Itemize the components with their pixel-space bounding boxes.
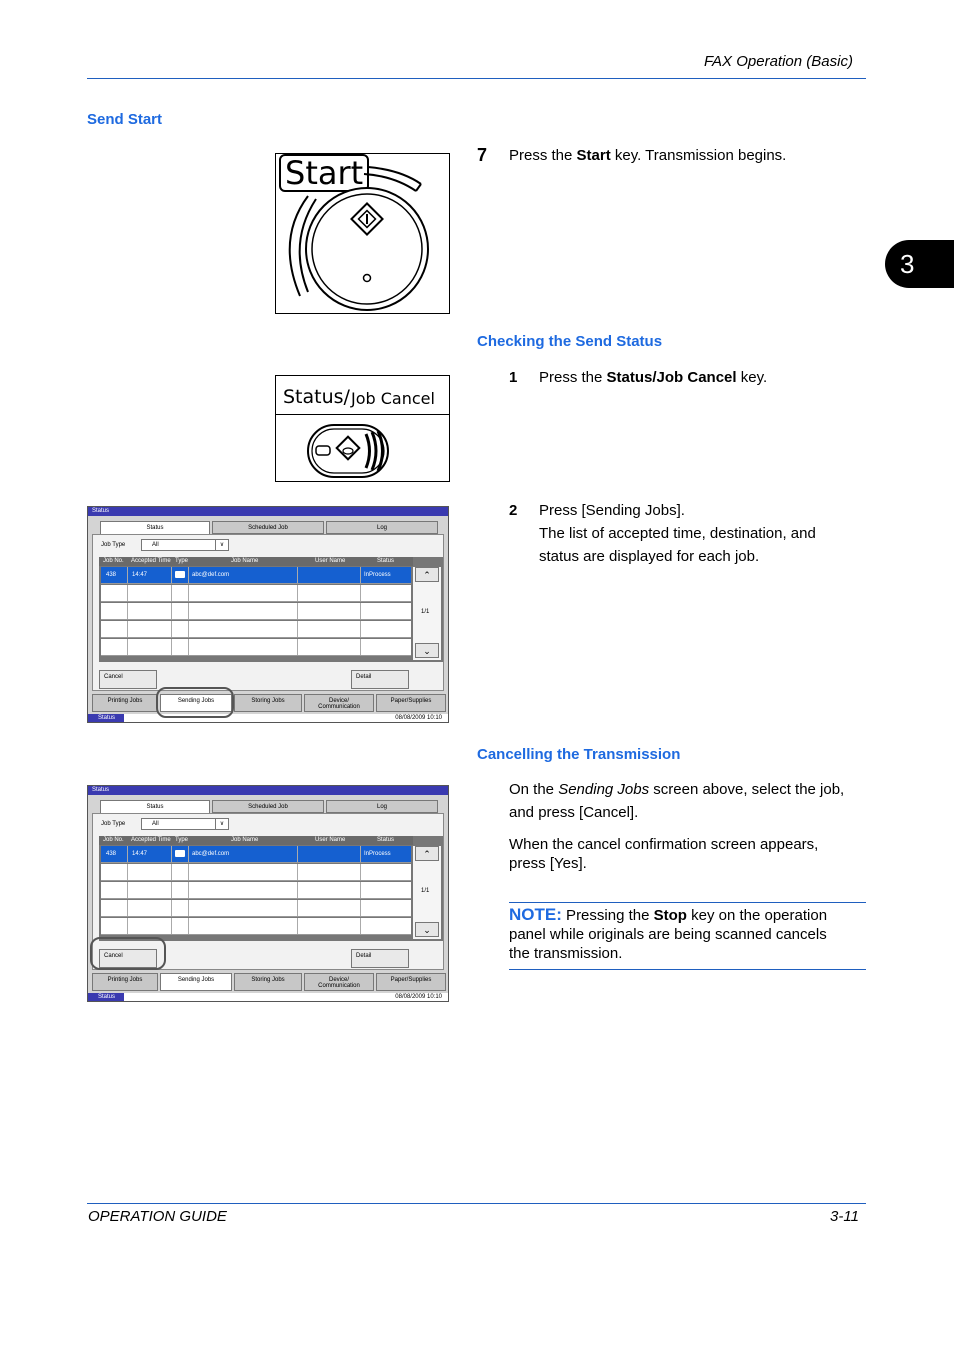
cancel-paragraph-1-line-1 xyxy=(509,778,866,801)
scroll-down-button[interactable] xyxy=(415,922,439,937)
step-1-number: 1 xyxy=(509,369,518,386)
row-divider xyxy=(297,567,298,583)
cancel-p1-italic: Sending Jobs xyxy=(558,781,650,798)
page-header-title: FAX Operation (Basic) xyxy=(704,53,853,70)
row-divider xyxy=(360,900,361,916)
status-datetime: 08/08/2009 10:10 xyxy=(395,715,442,721)
start-key-label: Start xyxy=(279,154,369,192)
note-box xyxy=(509,905,866,963)
tab-status[interactable]: Status xyxy=(100,521,210,534)
job-type-value: All xyxy=(152,821,159,827)
row-divider xyxy=(188,639,189,655)
tab-storing-jobs[interactable]: Storing Jobs xyxy=(234,694,302,712)
col-accepted-time: Accepted Time xyxy=(131,558,171,564)
job-list-area xyxy=(92,534,444,691)
note-pre: Pressing the xyxy=(561,907,654,924)
status-key-label-b: Job Cancel xyxy=(351,389,435,408)
status-bar xyxy=(88,714,448,723)
chevron-down-icon: ⌄ xyxy=(423,646,431,656)
job-table xyxy=(99,557,443,662)
status-datetime: 08/08/2009 10:10 xyxy=(395,994,442,1000)
row-divider xyxy=(171,900,172,916)
tab-device-communication[interactable] xyxy=(304,694,374,712)
row-divider xyxy=(127,621,128,637)
footer-left: OPERATION GUIDE xyxy=(88,1208,227,1225)
heading-send-start: Send Start xyxy=(87,111,163,128)
header-rule xyxy=(87,78,866,79)
table-row[interactable] xyxy=(101,900,411,917)
col-user-name: User Name xyxy=(315,837,346,843)
job-type-label: Job Type xyxy=(101,542,126,548)
row-divider xyxy=(171,621,172,637)
note-line-3: the transmission. xyxy=(509,945,623,962)
col-status: Status xyxy=(377,558,395,564)
chevron-down-icon: ⌄ xyxy=(423,925,431,935)
status-bar xyxy=(88,993,448,1002)
highlight-sending-jobs xyxy=(156,687,234,718)
tab-scheduled-job[interactable]: Scheduled Job xyxy=(212,521,324,534)
footer-rule xyxy=(87,1203,866,1204)
scroll-up-button[interactable] xyxy=(415,846,439,861)
scroll-down-button[interactable] xyxy=(415,643,439,658)
chevron-up-icon: ⌃ xyxy=(423,570,431,580)
detail-button[interactable]: Detail xyxy=(351,670,409,689)
page-indicator: 1/1 xyxy=(421,609,430,615)
fax-icon xyxy=(175,571,185,578)
row-divider xyxy=(188,567,189,583)
cancel-p1-post: screen above, select the job, xyxy=(649,781,845,798)
tab-device-communication[interactable] xyxy=(304,973,374,991)
tab-communication-label: Communication xyxy=(318,704,360,710)
row-job-no: 438 xyxy=(106,572,117,578)
chevron-up-icon: ⌃ xyxy=(423,849,431,859)
row-divider xyxy=(297,918,298,934)
step-2-line-2: The list of accepted time, destination, and xyxy=(539,525,816,542)
step-1-bold: Status/Job Cancel xyxy=(606,369,737,386)
tab-scheduled-job[interactable]: Scheduled Job xyxy=(212,800,324,813)
job-table-header xyxy=(99,557,413,566)
status-key-label-a: Status/ xyxy=(283,386,350,408)
tab-storing-jobs[interactable]: Storing Jobs xyxy=(234,973,302,991)
table-row[interactable] xyxy=(101,864,411,881)
row-divider xyxy=(127,585,128,601)
sending-jobs-screen-2 xyxy=(87,785,449,1002)
note-label: NOTE: xyxy=(509,905,562,924)
table-row[interactable] xyxy=(101,846,411,863)
row-divider xyxy=(360,621,361,637)
row-divider xyxy=(297,846,298,862)
heading-cancelling-transmission: Cancelling the Transmission xyxy=(477,746,681,763)
note-post: key on the operation xyxy=(686,907,828,924)
footer-page-number: 3-11 xyxy=(830,1208,859,1225)
row-divider xyxy=(360,585,361,601)
tab-device-label: Device/ xyxy=(328,698,349,704)
fax-icon xyxy=(175,850,185,857)
page-indicator: 1/1 xyxy=(421,888,430,894)
tab-device-label: Device/ xyxy=(328,977,349,983)
tab-communication-label: Communication xyxy=(318,983,360,989)
tab-printing-jobs[interactable]: Printing Jobs xyxy=(92,694,158,712)
cancel-button[interactable]: Cancel xyxy=(99,949,157,968)
col-job-no: Job No. xyxy=(103,558,124,564)
status-job-cancel-key-illustration xyxy=(275,375,450,482)
step-7-post: key. Transmission begins. xyxy=(610,147,787,164)
row-divider xyxy=(360,639,361,655)
job-type-label: Job Type xyxy=(101,821,126,827)
row-divider xyxy=(127,864,128,880)
row-divider xyxy=(171,567,172,583)
row-divider xyxy=(127,639,128,655)
row-divider xyxy=(188,603,189,619)
row-divider xyxy=(171,603,172,619)
row-divider xyxy=(127,918,128,934)
tab-status[interactable]: Status xyxy=(100,800,210,813)
row-divider xyxy=(188,864,189,880)
row-divider xyxy=(297,864,298,880)
row-divider xyxy=(171,882,172,898)
chevron-down-icon: ∨ xyxy=(215,540,228,550)
job-table xyxy=(99,836,443,941)
step-2-line-1: Press [Sending Jobs]. xyxy=(539,502,685,519)
chevron-down-icon: ∨ xyxy=(215,819,228,829)
job-table-header xyxy=(99,836,413,845)
col-accepted-time: Accepted Time xyxy=(131,837,171,843)
tab-log[interactable]: Log xyxy=(326,800,438,813)
row-divider xyxy=(127,882,128,898)
row-divider xyxy=(360,603,361,619)
tab-sending-jobs[interactable]: Sending Jobs xyxy=(160,973,232,991)
cancel-paragraph-1-line-2: and press [Cancel]. xyxy=(509,804,639,821)
step-2-text xyxy=(539,499,816,568)
tab-sending-jobs[interactable]: Sending Jobs xyxy=(160,694,232,712)
row-divider xyxy=(297,882,298,898)
row-divider xyxy=(297,900,298,916)
cancel-paragraph-2-line-2: press [Yes]. xyxy=(509,855,587,872)
col-job-name: Job Name xyxy=(231,837,259,843)
col-job-name: Job Name xyxy=(231,558,259,564)
row-status: InProcess xyxy=(364,851,391,857)
scrollbar[interactable] xyxy=(413,846,441,939)
status-button-icon xyxy=(276,376,449,481)
paragraph-gap xyxy=(509,824,866,833)
row-job-no: 438 xyxy=(106,851,117,857)
row-divider xyxy=(360,864,361,880)
detail-button[interactable]: Detail xyxy=(351,949,409,968)
step-1-post: key. xyxy=(736,369,768,386)
table-row[interactable] xyxy=(101,567,411,584)
row-divider xyxy=(297,603,298,619)
table-row[interactable] xyxy=(101,585,411,602)
step-7-bold: Start xyxy=(576,147,611,164)
col-user-name: User Name xyxy=(315,558,346,564)
tab-paper-supplies[interactable]: Paper/Supplies xyxy=(376,694,446,712)
row-divider xyxy=(360,846,361,862)
row-divider xyxy=(127,900,128,916)
tab-log[interactable]: Log xyxy=(326,521,438,534)
heading-checking-send-status: Checking the Send Status xyxy=(477,333,663,350)
start-button-icon xyxy=(276,154,449,313)
step-7-pre: Press the xyxy=(509,147,577,164)
table-row[interactable] xyxy=(101,918,411,935)
row-divider xyxy=(297,639,298,655)
step-7-number: 7 xyxy=(477,145,488,165)
row-divider xyxy=(127,603,128,619)
row-divider xyxy=(297,585,298,601)
start-key-illustration xyxy=(275,153,450,314)
note-line-1 xyxy=(509,905,866,925)
row-divider xyxy=(171,585,172,601)
row-divider xyxy=(360,567,361,583)
row-divider xyxy=(360,882,361,898)
panel-title: Status xyxy=(88,786,448,795)
col-status: Status xyxy=(377,837,395,843)
row-divider xyxy=(188,585,189,601)
tab-printing-jobs[interactable]: Printing Jobs xyxy=(92,973,158,991)
row-divider xyxy=(127,846,128,862)
job-type-select[interactable] xyxy=(141,539,229,551)
cancel-paragraph-2-line-1: When the cancel confirmation screen appears, xyxy=(509,836,819,853)
row-divider xyxy=(188,846,189,862)
col-type: Type xyxy=(175,558,189,564)
highlight-cancel-button xyxy=(90,937,166,970)
note-bold: Stop xyxy=(653,907,687,924)
step-2-line-3: status are displayed for each job. xyxy=(539,548,760,565)
note-rule-bottom xyxy=(509,969,866,970)
tab-paper-supplies[interactable]: Paper/Supplies xyxy=(376,973,446,991)
row-job-name: abc@def.com xyxy=(192,572,230,578)
row-divider xyxy=(188,918,189,934)
sending-jobs-screen-1 xyxy=(87,506,449,723)
status-bar-label: Status xyxy=(88,714,124,723)
row-divider xyxy=(171,918,172,934)
table-row[interactable] xyxy=(101,882,411,899)
chapter-tab: 3 xyxy=(885,240,954,288)
row-time: 14:47 xyxy=(132,851,148,857)
step-7-text xyxy=(509,144,786,167)
step-1-pre: Press the xyxy=(539,369,607,386)
status-bar-label: Status xyxy=(88,993,124,1002)
step-1-text xyxy=(539,366,767,389)
col-type: Type xyxy=(175,837,189,843)
row-job-name: abc@def.com xyxy=(192,851,230,857)
table-row[interactable] xyxy=(101,603,411,620)
row-status: InProcess xyxy=(364,572,391,578)
cancel-instructions xyxy=(509,778,866,875)
job-type-select[interactable] xyxy=(141,818,229,830)
step-2-number: 2 xyxy=(509,502,518,519)
job-type-value: All xyxy=(152,542,159,548)
col-job-no: Job No. xyxy=(103,837,124,843)
row-divider xyxy=(171,846,172,862)
row-divider xyxy=(360,918,361,934)
panel-title: Status xyxy=(88,507,448,516)
row-divider xyxy=(127,567,128,583)
table-row[interactable] xyxy=(101,639,411,656)
note-rule-top xyxy=(509,902,866,903)
cancel-button[interactable]: Cancel xyxy=(99,670,157,689)
row-divider xyxy=(188,900,189,916)
row-divider xyxy=(188,882,189,898)
scrollbar[interactable] xyxy=(413,567,441,660)
row-divider xyxy=(188,621,189,637)
row-time: 14:47 xyxy=(132,572,148,578)
row-divider xyxy=(171,639,172,655)
table-row[interactable] xyxy=(101,621,411,638)
note-line-2: panel while originals are being scanned cancels xyxy=(509,926,827,943)
scroll-up-button[interactable] xyxy=(415,567,439,582)
row-divider xyxy=(297,621,298,637)
cancel-p1-pre: On the xyxy=(509,781,559,798)
row-divider xyxy=(171,864,172,880)
